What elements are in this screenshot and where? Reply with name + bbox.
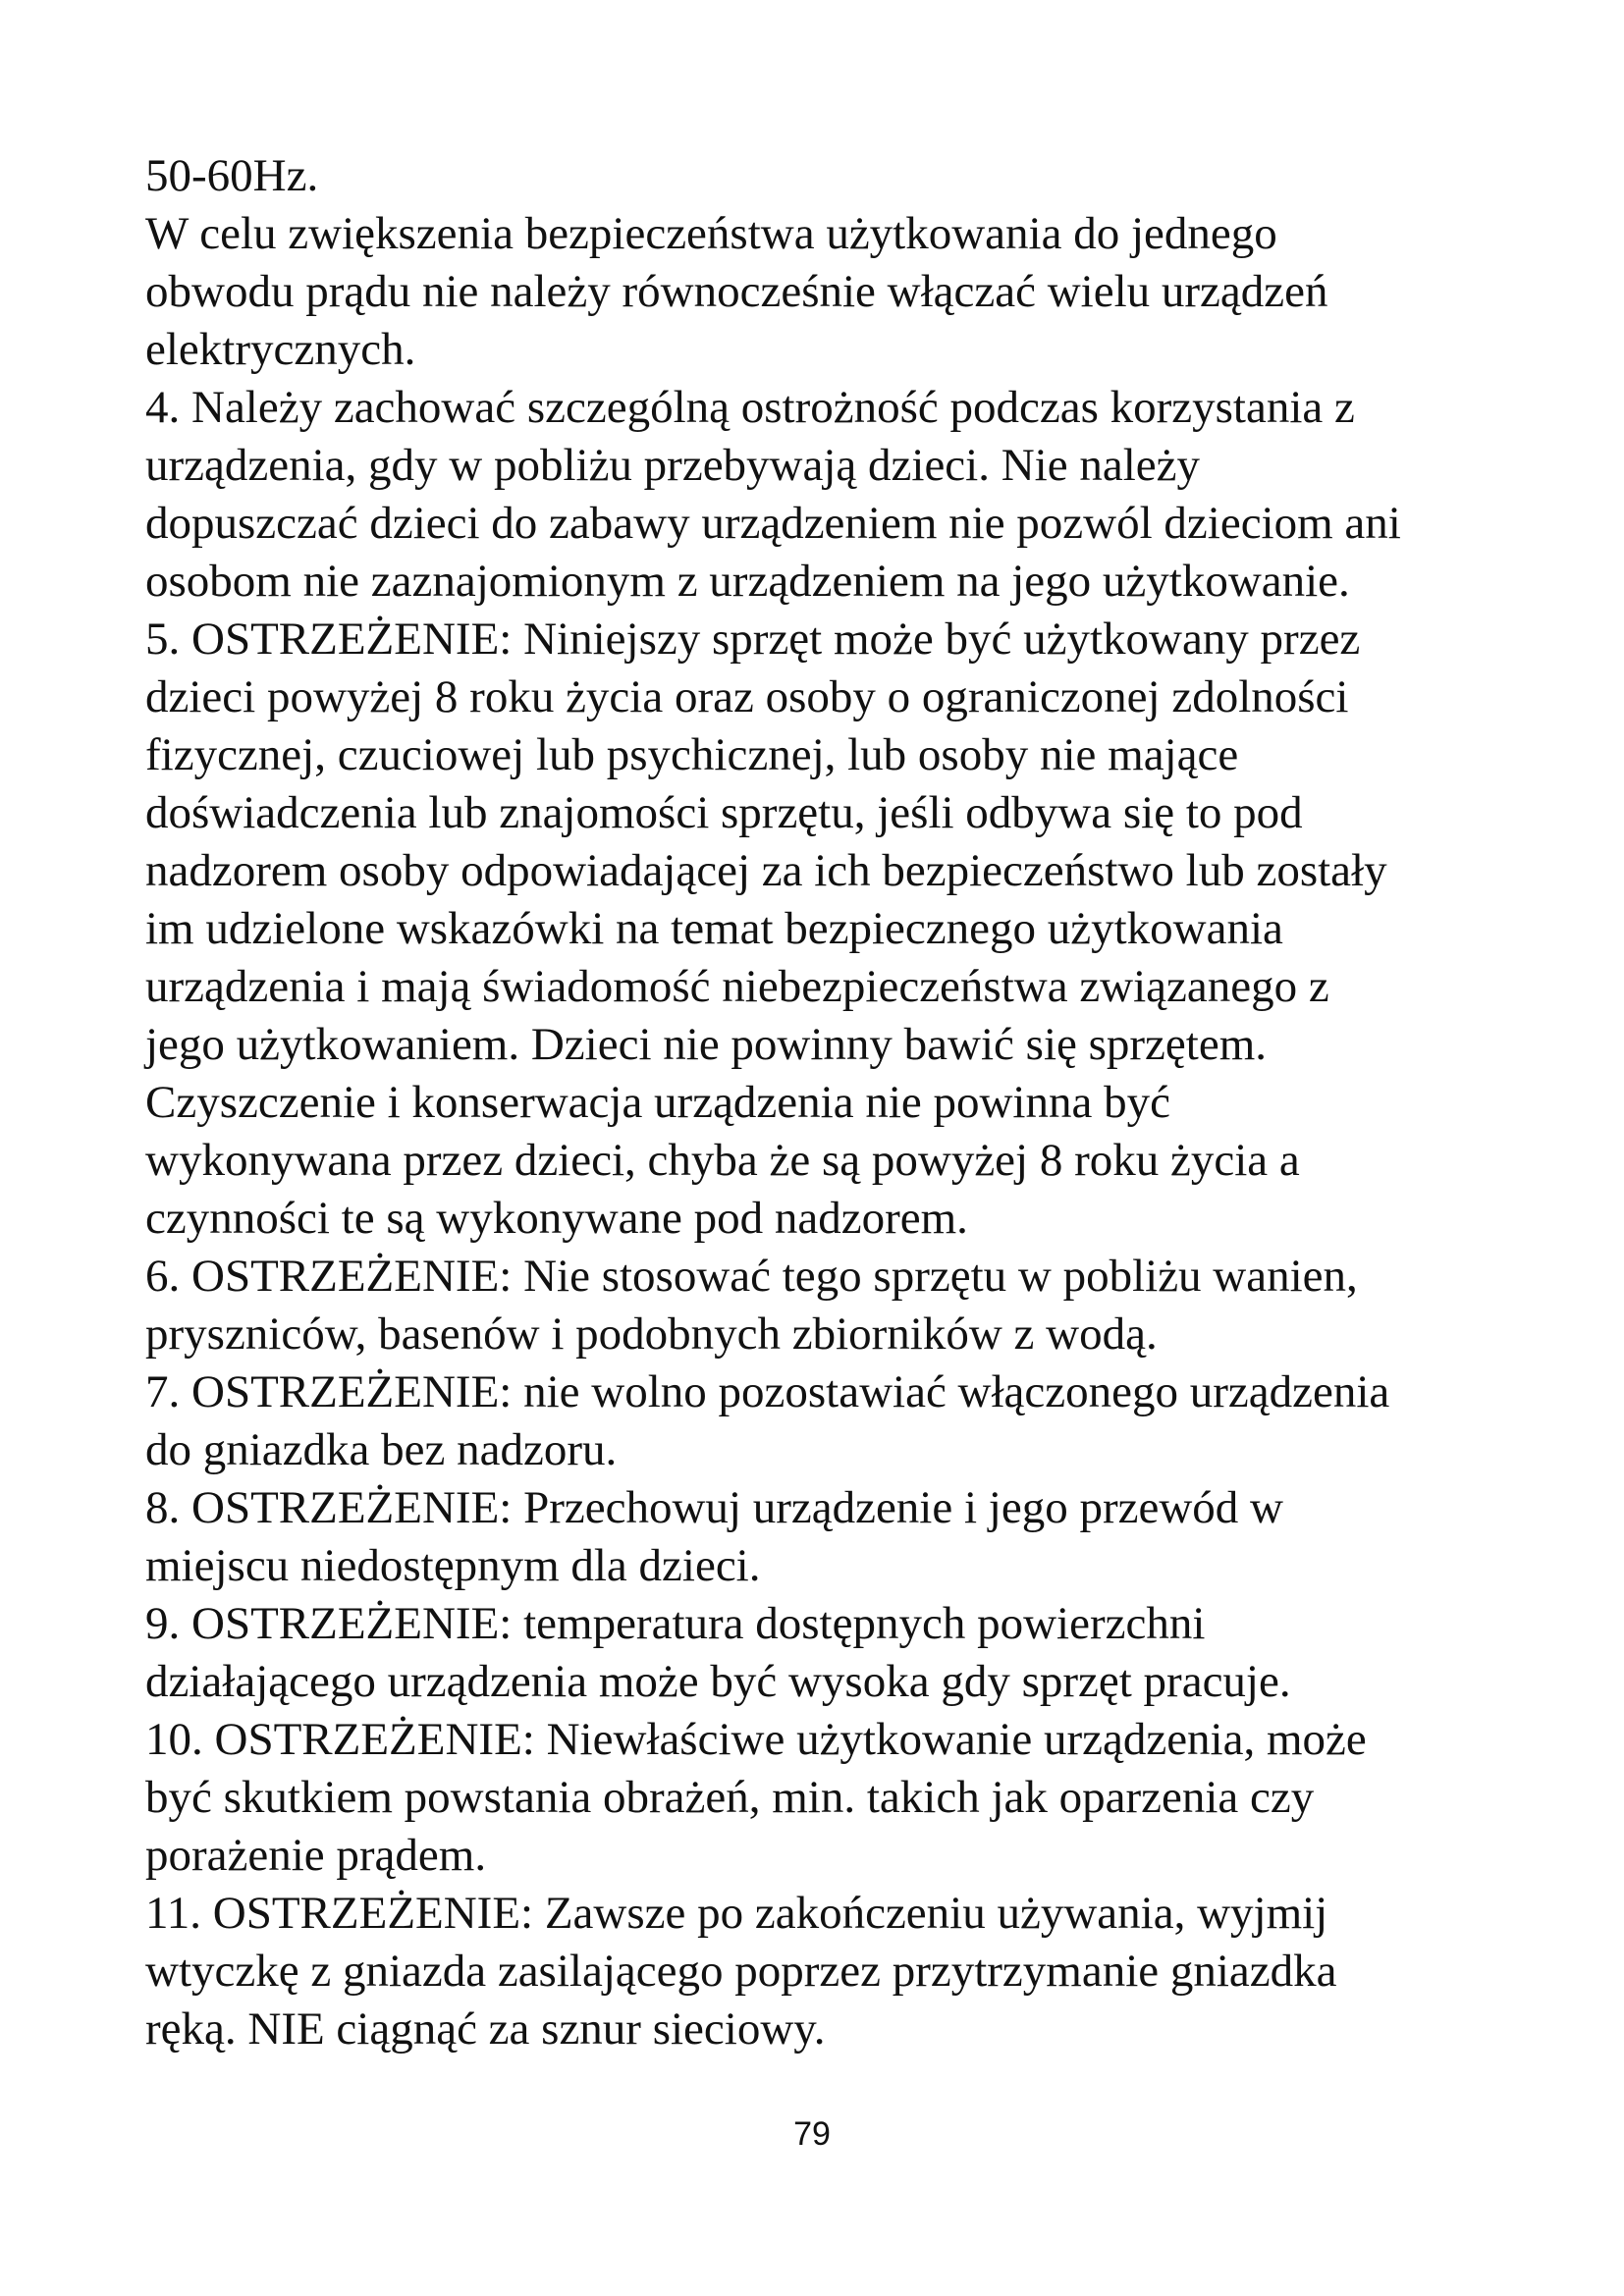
text-line: obwodu prądu nie należy równocześnie włączać wielu urządzeń (145, 266, 1328, 317)
text-line: urządzenia i mają świadomość niebezpieczeństwa związanego z (145, 961, 1329, 1012)
text-line: porażenie prądem. (145, 1830, 487, 1881)
text-line: miejscu niedostępnym dla dzieci. (145, 1540, 761, 1591)
text-line: dopuszczać dzieci do zabawy urządzeniem nie pozwól dzieciom ani (145, 498, 1401, 549)
text-line: dzieci powyżej 8 roku życia oraz osoby o ograniczonej zdolności (145, 671, 1349, 722)
text-line: 4. Należy zachować szczególną ostrożność podczas korzystania z (145, 382, 1355, 433)
text-line: osobom nie zaznajomionym z urządzeniem na jego użytkowanie. (145, 556, 1350, 607)
text-line: wtyczkę z gniazda zasilającego poprzez przytrzymanie gniazdka (145, 1946, 1337, 1997)
text-line: fizycznej, czuciowej lub psychicznej, lub osoby nie mające (145, 729, 1239, 780)
text-line: 5. OSTRZEŻENIE: Niniejszy sprzęt może być użytkowany przez (145, 614, 1361, 665)
text-line: pryszniców, basenów i podobnych zbiorników z wodą. (145, 1308, 1158, 1360)
body-text (145, 147, 1559, 2058)
text-line: urządzenia, gdy w pobliżu przebywają dzieci. Nie należy (145, 440, 1200, 491)
text-line: 6. OSTRZEŻENIE: Nie stosować tego sprzętu w pobliżu wanien, (145, 1251, 1358, 1302)
text-line: 50-60Hz. (145, 150, 319, 201)
text-line: jego użytkowaniem. Dzieci nie powinny bawić się sprzętem. (145, 1019, 1267, 1070)
text-line: 11. OSTRZEŻENIE: Zawsze po zakończeniu używania, wyjmij (145, 1888, 1328, 1939)
text-line: doświadczenia lub znajomości sprzętu, jeśli odbywa się to pod (145, 787, 1303, 838)
text-line: 7. OSTRZEŻENIE: nie wolno pozostawiać włączonego urządzenia (145, 1366, 1390, 1417)
text-line: do gniazdka bez nadzoru. (145, 1424, 618, 1475)
text-line: wykonywana przez dzieci, chyba że są powyżej 8 roku życia a (145, 1135, 1300, 1186)
text-line: czynności te są wykonywane pod nadzorem. (145, 1193, 968, 1244)
text-line: 9. OSTRZEŻENIE: temperatura dostępnych powierzchni (145, 1598, 1206, 1649)
text-line: 8. OSTRZEŻENIE: Przechowuj urządzenie i jego przewód w (145, 1482, 1283, 1533)
text-line: im udzielone wskazówki na temat bezpiecznego użytkowania (145, 903, 1283, 954)
text-line: elektrycznych. (145, 324, 416, 375)
text-line: Czyszczenie i konserwacja urządzenia nie powinna być (145, 1077, 1170, 1128)
text-line: W celu zwiększenia bezpieczeństwa użytkowania do jednego (145, 208, 1277, 259)
text-line: ręką. NIE ciągnąć za sznur sieciowy. (145, 2003, 826, 2055)
text-line: 10. OSTRZEŻENIE: Niewłaściwe użytkowanie urządzenia, może (145, 1714, 1367, 1765)
text-line: być skutkiem powstania obrażeń, min. takich jak oparzenia czy (145, 1772, 1315, 1823)
page-number: 79 (793, 2115, 831, 2153)
text-line: działającego urządzenia może być wysoka gdy sprzęt pracuje. (145, 1656, 1291, 1707)
text-line: nadzorem osoby odpowiadającej za ich bezpieczeństwo lub zostały (145, 845, 1387, 896)
